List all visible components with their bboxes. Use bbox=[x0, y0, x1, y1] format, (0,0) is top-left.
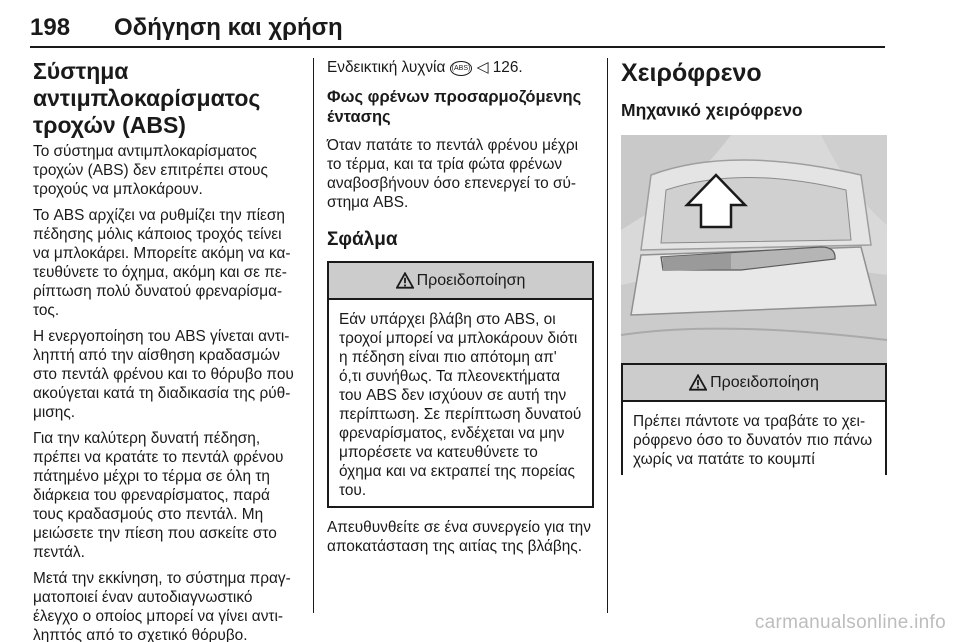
watermark: carmanualsonline.info bbox=[754, 612, 946, 633]
paragraph: Μετά την εκκίνηση, το σύστημα πραγματοποιεί έναν αυτοδιαγνωστικό έλεγχο ο οποίος μπορεί να γίνει αντιληπτός από το σχετικό θόρυβο. bbox=[33, 570, 291, 642]
abs-lamp-symbol: (ABS) bbox=[451, 65, 471, 72]
paragraph: Όταν πατάτε το πεντάλ φρένου μέχρι το τέρμα, και τα τρία φώτα φρένων αναβοσβήνουν όσο επενεργεί το σύστημα ABS. bbox=[327, 137, 579, 211]
warning-triangle-icon bbox=[396, 272, 414, 289]
paragraph: Απευθυνθείτε σε ένα συνεργείο για την αποκατάσταση της αιτίας της βλάβης. bbox=[327, 519, 591, 555]
warning-header bbox=[623, 365, 885, 402]
warning-body: Πρέπει πάντοτε να τραβάτε το χειρόφρενο όσο το δυνατόν πιο πάνω χωρίς να πατάτε το κουμπί bbox=[633, 413, 873, 468]
page-header bbox=[30, 14, 885, 48]
warning-header bbox=[329, 263, 592, 300]
warning-box bbox=[327, 261, 594, 508]
parking-brake-illustration bbox=[621, 135, 887, 363]
section-heading-fault: Σφάλμα bbox=[327, 229, 398, 250]
paragraph: Το ABS αρχίζει να ρυθμίζει την πίεση πέδησης μόλις κάποιος τροχός τείνει να μπλοκάρει. Μπορείτε ακόμη να κατευθύνετε το όχημα, ακόμη και σε περίπτωση πολύ δυνατού φρεναρίσματος. bbox=[33, 207, 291, 319]
column-divider bbox=[607, 58, 608, 613]
column-brake-lights bbox=[327, 58, 594, 563]
paragraph: Η ενεργοποίηση του ABS γίνεται αντιληπτή από την αίσθηση κραδασμών στο πεντάλ φρένου και το θόρυβο που ακούγεται κατά τη διαδικασία της ρύθμισης. bbox=[33, 328, 294, 421]
column-divider bbox=[313, 58, 314, 613]
warning-triangle-icon bbox=[689, 374, 707, 391]
chapter-title: Οδήγηση και χρήση bbox=[114, 14, 343, 41]
column-parking-brake bbox=[621, 58, 887, 485]
warning-body: Εάν υπάρχει βλάβη στο ABS, οι τροχοί μπορεί να μπλοκάρουν διότι η πέδηση είναι πιο απότομη απ' ό,τι συνήθως. Τα πλεονεκτήματα του ABS δεν ισχύουν σε αυτή την περίπτωση. Σε περίπτωση δυνατού φρεναρίσματος, ενδέχεται να μην μπορέσετε να κατευθύνετε το όχημα και να εκτραπεί της πορείας του. bbox=[339, 311, 582, 499]
subheading-mechanical-brake: Μηχανικό χειρόφρενο bbox=[621, 100, 803, 120]
section-heading-parking-brake: Χειρόφρενο bbox=[621, 59, 762, 87]
page-number: 198 bbox=[30, 14, 71, 41]
section-heading-abs: Σύστημα αντιμπλοκαρίσματος τροχών (ABS) bbox=[33, 58, 261, 138]
warning-title: Προειδοποίηση bbox=[416, 272, 526, 289]
paragraph: Για την καλύτερη δυνατή πέδηση, πρέπει να κρατάτε το πεντάλ φρένου πάτημένο μέχρι το τέρμα σε όλη τη διάρκεια του φρεναρίσματος, παρά τους κραδασμούς στο πεντάλ. Μη μειώσετε την πίεση που ασκείτε στο πεντάλ. bbox=[33, 430, 284, 561]
column-abs bbox=[33, 58, 298, 642]
subheading-brake-lights: Φως φρένων προσαρμοζόμενης έντασης bbox=[327, 88, 582, 126]
page-reference-link[interactable]: 126. bbox=[492, 59, 523, 76]
paragraph: Το σύστημα αντιμπλοκαρίσματος τροχών (ABS) δεν επιτρέπει στους τροχούς να μπλοκάρουν. bbox=[33, 143, 268, 198]
page-ref-arrow-icon: ◁ bbox=[476, 59, 489, 76]
lamp-reference bbox=[327, 58, 594, 77]
abs-lamp-icon bbox=[450, 61, 473, 76]
lamp-reference-text: Ενδεικτική λυχνία bbox=[327, 59, 446, 76]
parking-brake-image bbox=[621, 135, 887, 363]
warning-title: Προειδοποίηση bbox=[710, 374, 819, 391]
warning-box bbox=[621, 363, 887, 475]
